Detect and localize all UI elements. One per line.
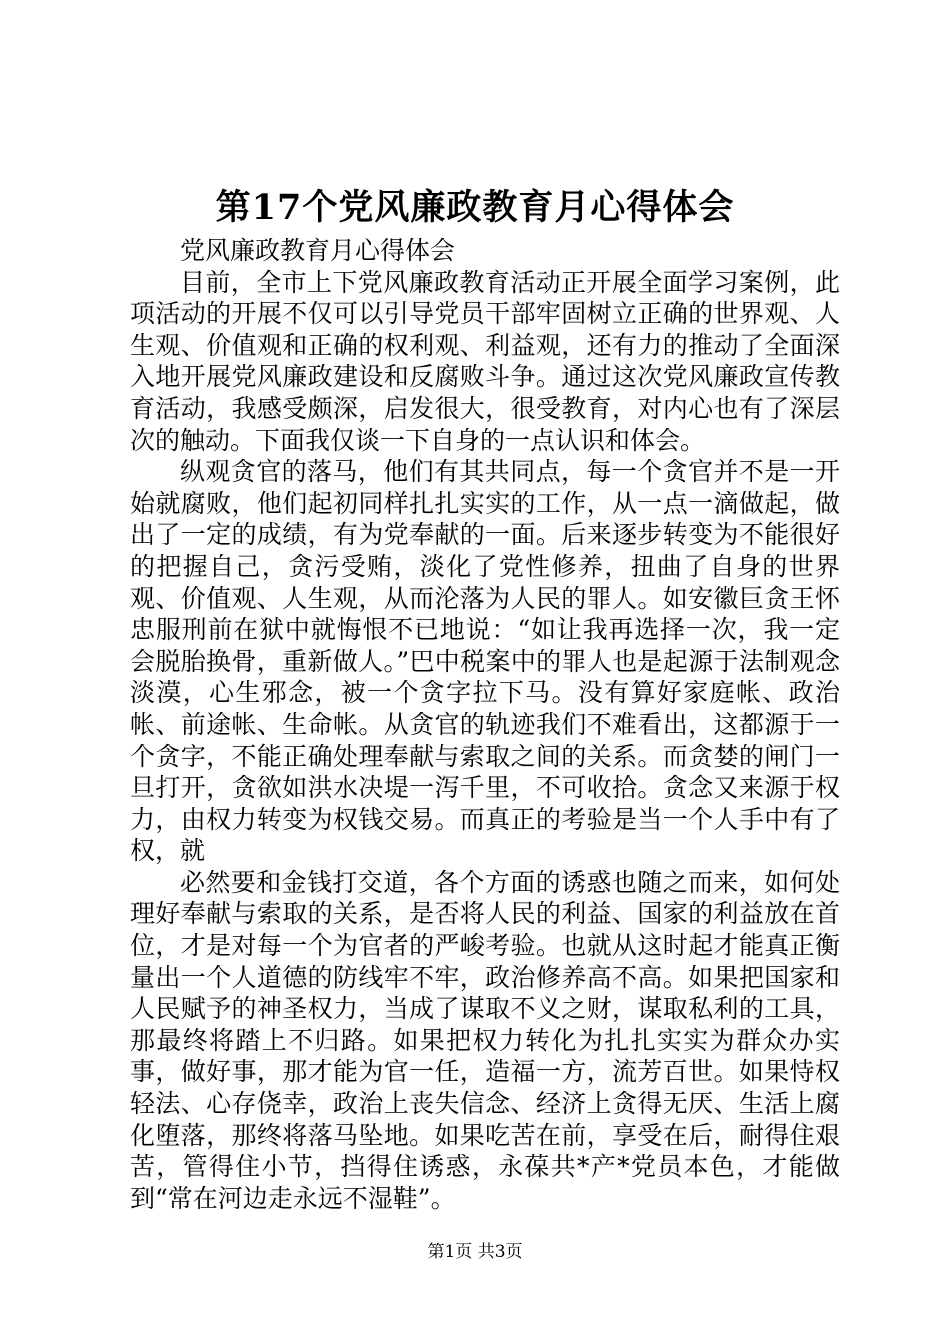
paragraph: 必然要和金钱打交道，各个方面的诱惑也随之而来，如何处理好奉献与索取的关系，是否将人民的利益、国家的利益放在首位，才是对每一个为官者的严峻考验。也就从这时起才能真正衡量出一个人道德的防线牢不牢，政治修养高不高。如果把国家和人民赋予的神圣权力，当成了谋取不义之财，谋取私利的工具，那最终将踏上不归路。如果把权力转化为扎扎实实为群众办实事，做好事，那才能为官一任，造福一方，流芳百世。如果恃权轻法、心存侥幸，政治上丧失信念、经济上贪得无厌、生活上腐化堕落，那终将落马坠地。如果吃苦在前，享受在后，耐得住艰苦，管得住小节，挡得住诱惑，永葆共*产*党员本色，才能做到“常在河边走永远不湿鞋”。 bbox=[130, 867, 840, 1213]
document-title: 第17个党风廉政教育月心得体会 bbox=[215, 187, 735, 228]
document-subtitle: 党风廉政教育月心得体会 bbox=[180, 236, 456, 265]
page-number-footer: 第1页 共3页 bbox=[427, 1242, 523, 1262]
paragraph: 目前，全市上下党风廉政教育活动正开展全面学习案例，此项活动的开展不仅可以引导党员干部牢固树立正确的世界观、人生观、价值观和正确的权利观、利益观，还有力的推动了全面深入地开展党风廉政建设和反腐败斗争。通过这次党风廉政宣传教育活动，我感受颇深，启发很大，很受教育，对内心也有了深层次的触动。下面我仅谈一下自身的一点认识和体会。 bbox=[130, 267, 840, 455]
paragraph: 纵观贪官的落马，他们有其共同点，每一个贪官并不是一开始就腐败，他们起初同样扎扎实实的工作，从一点一滴做起，做出了一定的成绩，有为党奉献的一面。后来逐步转变为不能很好的把握自己，贪污受贿，淡化了党性修养，扭曲了自身的世界观、价值观、人生观，从而沦落为人民的罪人。如安徽巨贪王怀忠服刑前在狱中就悔恨不已地说：“如让我再选择一次，我一定会脱胎换骨，重新做人。”巴中税案中的罪人也是起源于法制观念淡漠，心生邪念，被一个贪字拉下马。没有算好家庭帐、政治帐、前途帐、生命帐。从贪官的轨迹我们不难看出，这都源于一个贪字，不能正确处理奉献与索取之间的关系。而贪婪的闸门一旦打开，贪欲如洪水决堤一泻千里，不可收拾。贪念又来源于权力，由权力转变为权钱交易。而真正的考验是当一个人手中有了权，就 bbox=[130, 457, 840, 866]
document-body bbox=[130, 235, 840, 1214]
